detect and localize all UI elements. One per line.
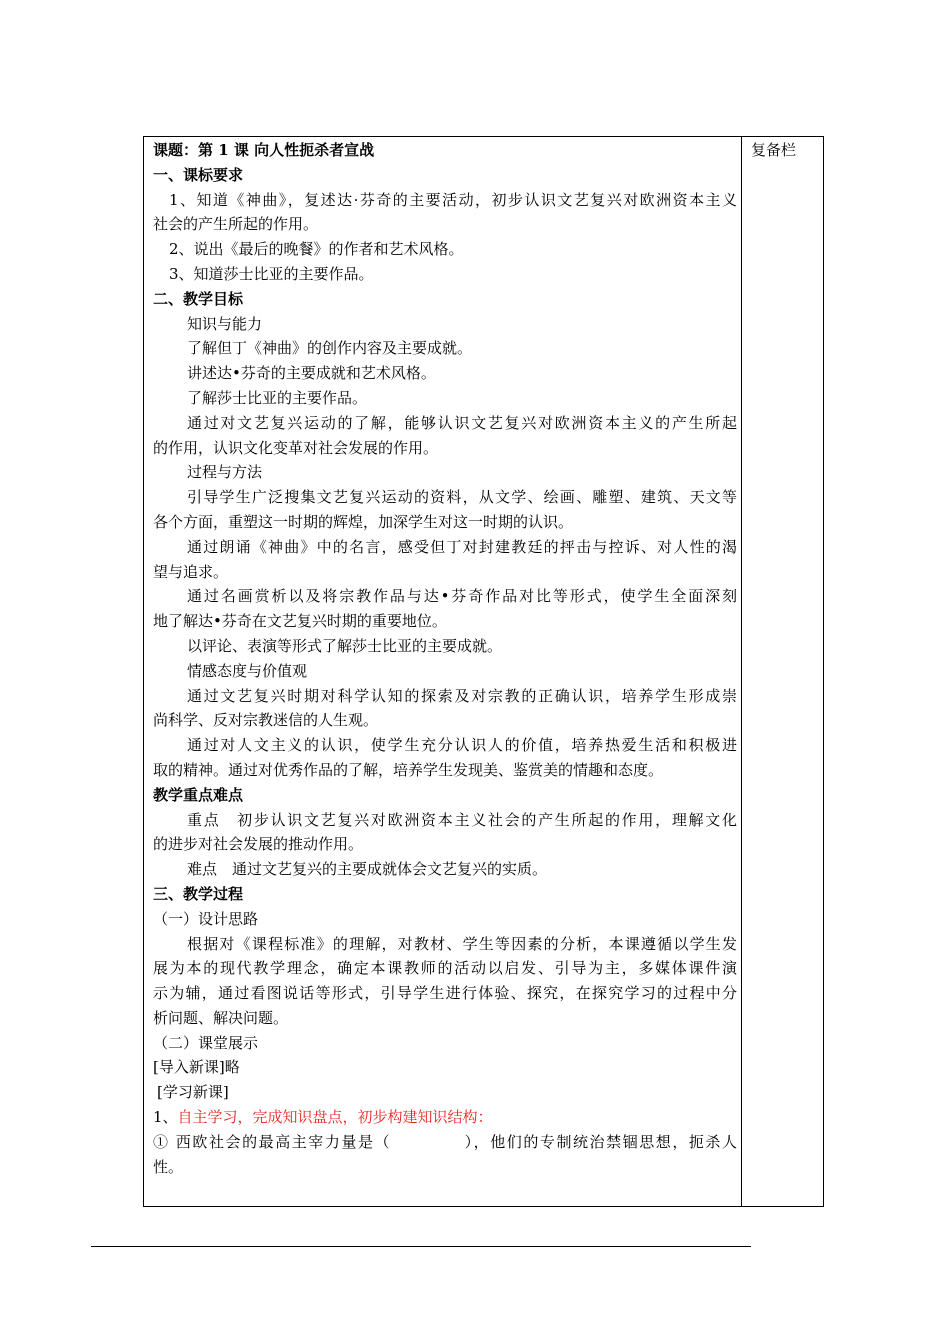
- standard-item-1-line-2: 社会的产生所起的作用。: [153, 215, 319, 234]
- section-heading-process: 三、教学过程: [153, 884, 244, 903]
- emotion-item-2-line-2: 取的精神。通过对优秀作品的了解，培养学生发现美、鉴赏美的情趣和态度。: [153, 760, 664, 779]
- question-1-line-2: 性。: [153, 1157, 184, 1176]
- emotion-item-2-line-1: 通过对人文主义的认识，使学生充分认识人的价值，培养热爱生活和积极进: [187, 736, 737, 755]
- subheading-design: （一）设计思路: [153, 909, 259, 928]
- section-heading-key-points: 教学重点难点: [153, 785, 244, 804]
- review-column-label: 复备栏: [751, 141, 797, 159]
- process-item-2-line-1: 通过朗诵《神曲》中的名言，感受但丁对封建教廷的抨击与控诉、对人性的渴: [187, 537, 737, 556]
- subheading-knowledge: 知识与能力: [187, 314, 263, 333]
- knowledge-item-3: 了解莎士比亚的主要作品。: [187, 388, 368, 407]
- footer-rule: [91, 1246, 751, 1247]
- lesson-title: 课题：第 1 课 向人性扼杀者宣战: [153, 141, 375, 159]
- knowledge-item-4-line-2: 的作用，认识文化变革对社会发展的作用。: [153, 438, 439, 457]
- subheading-process: 过程与方法: [187, 463, 263, 482]
- column-divider: [741, 136, 742, 1207]
- design-paragraph-line-3: 示为辅，通过看图说话等形式，引导学生进行体验、探究，在探究学习的过程中分: [153, 984, 737, 1003]
- question-1-line-1: [153, 1130, 737, 1155]
- design-paragraph-line-2: 展为本的现代教学理念，确定本课教师的活动以启发、引导为主，多媒体课件演: [153, 959, 737, 978]
- section-heading-standards: 一、课标要求: [153, 165, 244, 184]
- question-1-prefix: ① 西欧社会的最高主宰力量是（: [153, 1132, 392, 1151]
- subheading-emotion: 情感态度与价值观: [187, 661, 308, 680]
- process-item-1-line-2: 各个方面，重塑这一时期的辉煌，加深学生对这一时期的认识。: [153, 512, 574, 531]
- question-1-suffix: ），他们的专制统治禁锢思想，扼杀人: [463, 1132, 737, 1151]
- standard-item-1-line-1: 1、知道《神曲》，复述达·芬奇的主要活动，初步认识文艺复兴对欧洲资本主义: [169, 190, 737, 209]
- knowledge-item-4-line-1: 通过对文艺复兴运动的了解，能够认识文艺复兴对欧洲资本主义的产生所起: [187, 413, 737, 432]
- learn-note: [学习新课]: [157, 1083, 229, 1102]
- design-paragraph-line-4: 析问题、解决问题。: [153, 1008, 289, 1027]
- design-paragraph-line-1: 根据对《课程标准》的理解，对教材、学生等因素的分析，本课遵循以学生发: [187, 934, 737, 953]
- knowledge-item-1: 了解但丁《神曲》的创作内容及主要成就。: [187, 339, 473, 358]
- process-item-3-line-1: 通过名画赏析以及将宗教作品与达•芬奇作品对比等形式，使学生全面深刻: [187, 587, 737, 606]
- emotion-item-1-line-2: 尚科学、反对宗教迷信的人生观。: [153, 711, 379, 730]
- process-item-4: 以评论、表演等形式了解莎士比亚的主要成就。: [187, 636, 503, 655]
- subheading-classroom: （二）课堂展示: [153, 1033, 259, 1052]
- process-item-3-line-2: 地了解达•芬奇在文艺复兴时期的重要地位。: [153, 612, 447, 631]
- standard-item-2: 2、说出《最后的晚餐》的作者和艺术风格。: [169, 240, 464, 259]
- step-1: [153, 1105, 737, 1130]
- step-1-text: 自主学习，完成知识盘点，初步构建知识结构：: [177, 1108, 493, 1127]
- emotion-item-1-line-1: 通过文艺复兴时期对科学认知的探索及对宗教的正确认识，培养学生形成崇: [187, 686, 737, 705]
- key-point-line-1: 重点 初步认识文艺复兴对欧洲资本主义社会的产生所起的作用，理解文化: [187, 810, 737, 829]
- knowledge-item-2: 讲述达•芬奇的主要成就和艺术风格。: [187, 364, 436, 383]
- step-1-number: 1、: [153, 1108, 178, 1127]
- standard-item-3: 3、知道莎士比亚的主要作品。: [169, 264, 374, 283]
- lesson-plan-content: [153, 138, 737, 1179]
- key-point-line-2: 的进步对社会发展的推动作用。: [153, 835, 364, 854]
- difficult-point: 难点 通过文艺复兴的主要成就体会文艺复兴的实质。: [187, 860, 548, 879]
- intro-note: [导入新课]略: [153, 1058, 240, 1077]
- process-item-2-line-2: 望与追求。: [153, 562, 229, 581]
- section-heading-goals: 二、教学目标: [153, 289, 244, 308]
- process-item-1-line-1: 引导学生广泛搜集文艺复兴运动的资料，从文学、绘画、雕塑、建筑、天文等: [187, 488, 737, 507]
